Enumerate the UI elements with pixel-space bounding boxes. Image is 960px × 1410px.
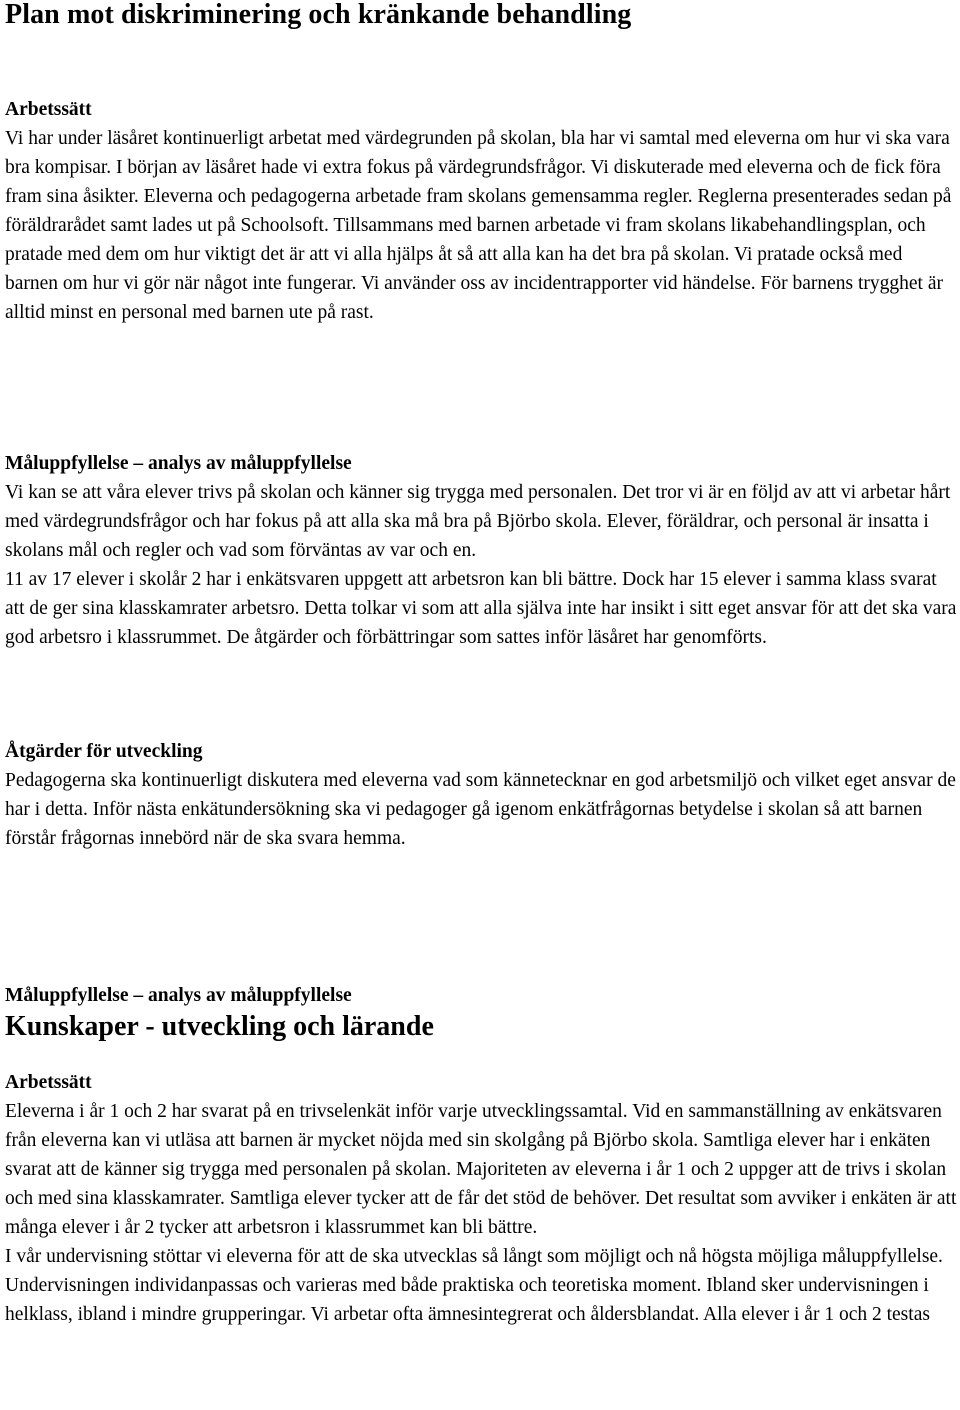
section-subheading: Måluppfyllelse – analys av måluppfyllelse xyxy=(5,985,352,1006)
section-atgarder xyxy=(5,737,960,853)
section-heading: Måluppfyllelse – analys av måluppfyllelse xyxy=(5,453,352,474)
section-text: Vi har under läsåret kontinuerligt arbetat med värdegrunden på skolan, bla har vi samtal med eleverna om hur vi ska vara bra kompisar. I början av läsåret hade vi extra fokus på värdegrundsfrågor. Vi diskuterade med eleverna och de fick föra fram sina åsikter. Eleverna och pedagogerna arbetade fram skolans gemensamma regler. Reglerna presenterades sedan på föräldrarådet samt lades ut på Schoolsoft. Tillsammans med barnen arbetade vi fram skolans likabehandlingsplan, och pratade med dem om hur viktigt det är att vi alla hjälps åt så att alla kan ha det bra på skolan. Vi pratade också med barnen om hur vi gör när något inte fungerar. Vi använder oss av incidentrapporter vid händelse. För barnens trygghet är alltid minst en personal med barnen ute på rast. xyxy=(5,128,952,323)
document-title: Plan mot diskriminering och kränkande behandling xyxy=(5,0,632,30)
section-text: Eleverna i år 1 och 2 har svarat på en trivselenkät inför varje utvecklingssamtal. Vid en sammanställning av enkätsvaren från eleverna kan vi utläsa att barnen är mycket nöjda med sin skolgång på Björbo skola. Samtliga elever har i enkäten svarat att de känner sig trygga med personalen på skolan. Majoriteten av eleverna i år 1 och 2 uppger att de trivs i skolan och med sina klasskamrater. Samtliga elever tycker att de får det stöd de behöver. Det resultat som avviker i enkäten är att många elever i år 2 tycker att arbetsron i klassrummet kan bli bättre. xyxy=(5,1101,957,1238)
section-label: Arbetssätt xyxy=(5,1072,92,1093)
section-text: 11 av 17 elever i skolår 2 har i enkätsvaren uppgett att arbetsron kan bli bättre. Dock har 15 elever i samma klass svarat att de ger sina klasskamrater arbetsro. Detta tolkar vi som att alla själva inte har insikt i sitt eget ansvar för att det ska vara god arbetsro i klassrummet. De åtgärder och förbättringar som sattes inför läsåret har genomförts. xyxy=(5,569,957,648)
section-kunskaper xyxy=(5,981,960,1329)
section-text: Pedagogerna ska kontinuerligt diskutera med eleverna vad som kännetecknar en god arbetsmiljö och vilket eget ansvar de har i detta. Inför nästa enkätundersökning ska vi pedagoger gå igenom enkätfrågornas betydelse i skolan så att barnen förstår frågornas innebörd när de ska svara hemma. xyxy=(5,770,956,849)
section-heading: Åtgärder för utveckling xyxy=(5,741,203,762)
section-arbetssatt xyxy=(5,95,960,327)
section-text: Vi kan se att våra elever trivs på skolan och känner sig trygga med personalen. Det tror vi är en följd av att vi arbetar hårt med värdegrundsfrågor och har fokus på att alla ska må bra på Björbo skola. Elever, föräldrar, och personal är insatta i skolans mål och regler och vad som förväntas av var och en. xyxy=(5,482,951,561)
section-maluppfyllelse xyxy=(5,449,960,652)
section-text: I vår undervisning stöttar vi eleverna för att de ska utvecklas så långt som möjligt och nå högsta möjliga måluppfyllelse. Undervisningen individanpassas och varieras med både praktiska och teoretiska moment. Ibland sker undervisningen i helklass, ibland i mindre grupperingar. Vi arbetar ofta ämnesintegrerat och åldersblandat. Alla elever i år 1 och 2 testas xyxy=(5,1246,943,1325)
section-heading: Arbetssätt xyxy=(5,99,92,120)
section-heading: Kunskaper - utveckling och lärande xyxy=(5,1011,434,1042)
